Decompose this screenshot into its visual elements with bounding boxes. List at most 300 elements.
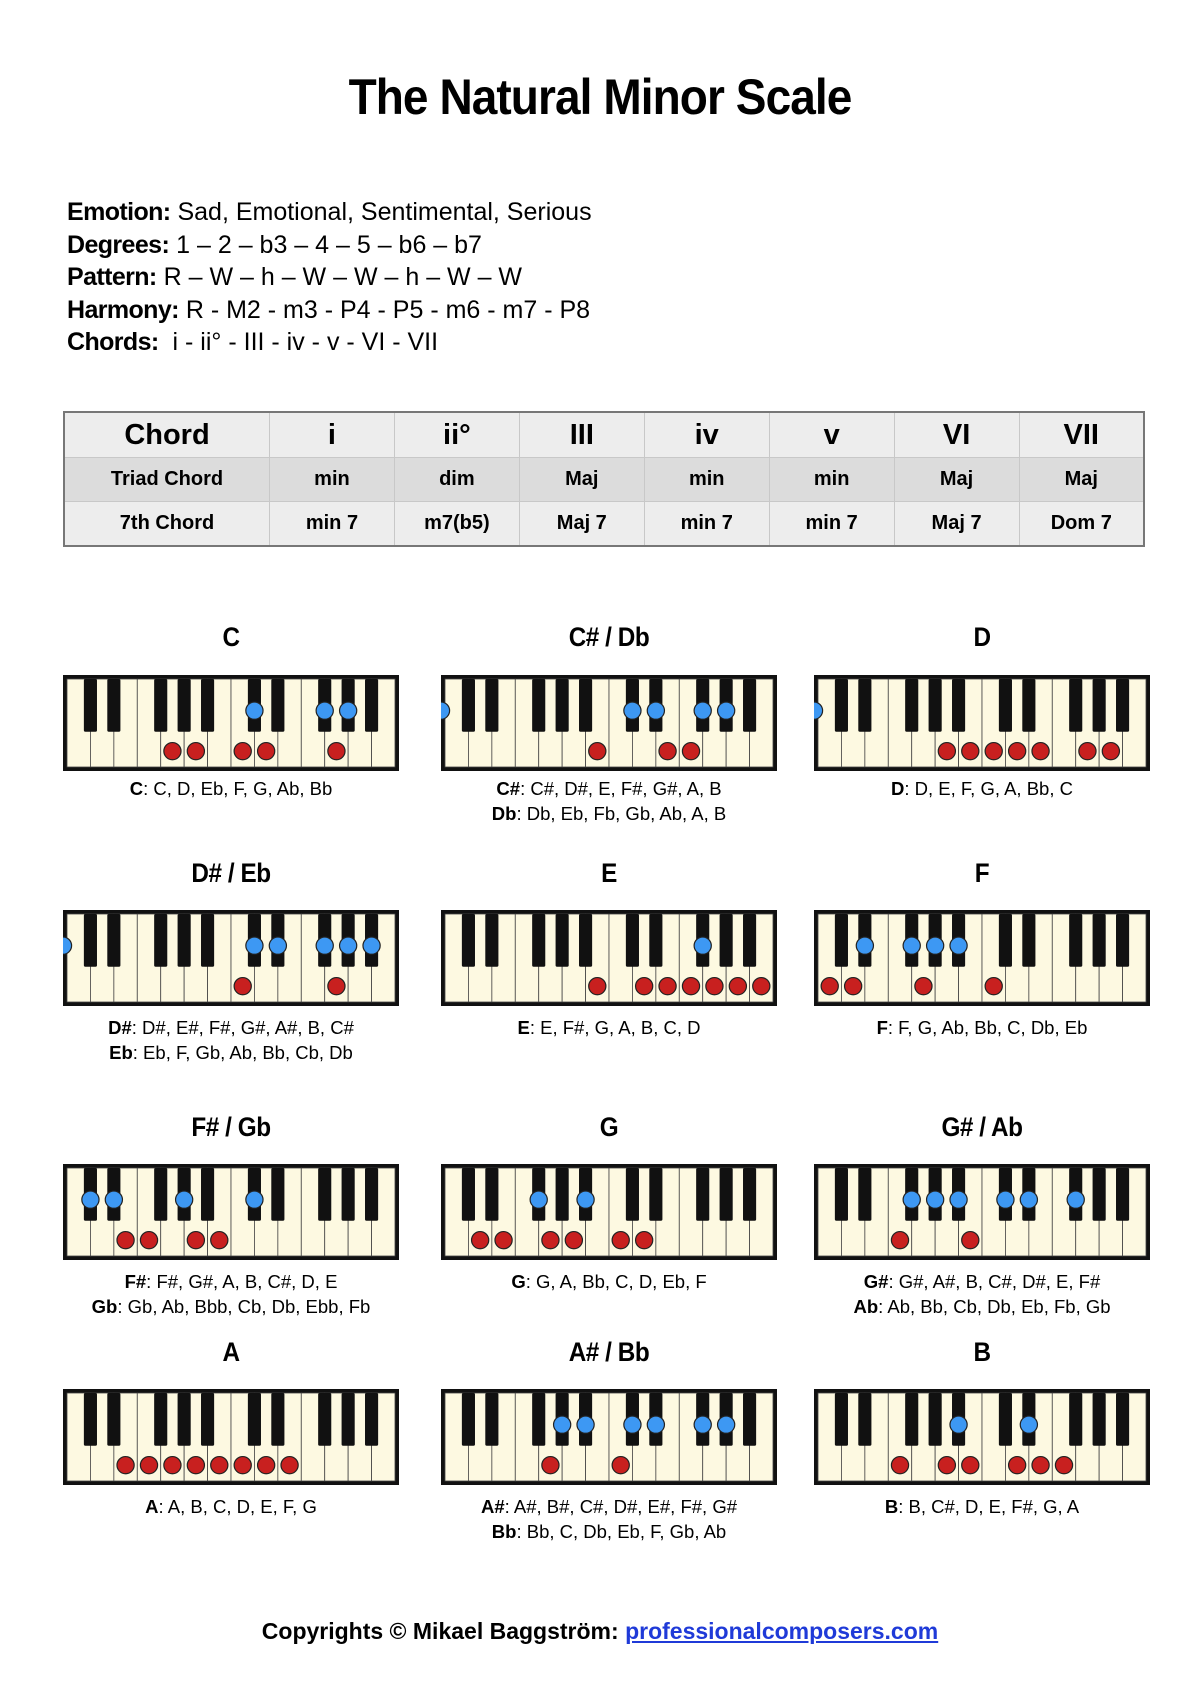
scale-note-marker-black [647,1416,664,1433]
keyboard-title: C# / Db [568,622,650,652]
scale-note-marker-black [316,702,333,719]
scale-note-marker-white [187,1232,204,1249]
black-key [462,679,475,732]
black-key [271,679,284,732]
scale-note-marker-white [495,1232,512,1249]
info-pattern: Pattern: R – W – h – W – W – h – W – W [67,263,523,291]
scale-note-marker-white [659,978,676,995]
scale-key-name: Gb [91,1296,118,1317]
scale-notes-line [63,1269,399,1294]
scale-note-marker-white [985,743,1002,760]
black-key [1116,679,1129,732]
scale-note-marker-white [706,978,723,995]
chord-table [63,411,1145,547]
scale-note-marker-white [682,978,699,995]
scale-note-marker-white [140,1457,157,1474]
black-key [271,1393,284,1446]
scale-notes-line [814,1269,1150,1294]
black-key [743,679,756,732]
scale-note-marker-white [140,1232,157,1249]
table-cell: m7(b5) [394,502,519,547]
table-cell: i [270,412,395,458]
scale-notes-line [814,1294,1150,1319]
scale-note-marker-black [718,702,735,719]
scale-note-marker-white [612,1232,629,1249]
scale-note-marker-black [950,1416,967,1433]
keyboard-title: G# / Ab [941,1112,1023,1142]
table-cell: ii° [394,412,519,458]
scale-note-list: : Ab, Bb, Cb, Db, Eb, Fb, Gb [878,1296,1111,1317]
scale-key-name: F# [124,1271,147,1292]
scale-notes-line [441,776,777,801]
black-key [1069,1393,1082,1446]
piano-keyboard [814,1164,1150,1260]
black-key [1022,679,1035,732]
piano-keyboard [63,1389,399,1485]
black-key [1093,679,1106,732]
scale-note-marker-black [927,937,944,954]
scale-note-marker-black [82,1191,99,1208]
table-cell: Chord [64,412,270,458]
scale-note-marker-black [363,937,380,954]
black-key [342,1168,355,1221]
black-key [201,914,214,967]
scale-notes [814,776,1150,801]
chord-table-triad-row [64,458,1144,502]
black-key [178,1393,191,1446]
black-key [720,914,733,967]
black-key [835,1168,848,1221]
scale-note-marker-white [682,743,699,760]
black-key [462,914,475,967]
black-key [485,914,498,967]
black-key [952,679,965,732]
piano-keyboard [441,1389,777,1485]
keyboard-title: C [222,622,240,652]
scale-key-name: Ab [853,1296,879,1317]
black-key [999,914,1012,967]
black-key [649,914,662,967]
scale-note-marker-black [105,1191,122,1208]
scale-notes [63,1494,399,1519]
scale-note-marker-white [1009,743,1026,760]
scale-notes-line [441,1015,777,1040]
black-key [1093,1168,1106,1221]
keyboard-title: D# / Eb [191,858,271,888]
scale-note-marker-white [281,1457,298,1474]
scale-notes-line [441,1519,777,1544]
footer-copyright: Copyrights © Mikael Baggström: professionalcomposers.com [261,1618,939,1644]
scale-note-list: : C, D, Eb, F, G, Ab, Bb [143,778,333,799]
table-cell: Maj 7 [519,502,644,547]
black-key [556,679,569,732]
scale-notes [63,1015,399,1065]
black-key [626,1168,639,1221]
scale-notes-line [441,1494,777,1519]
black-key [318,1168,331,1221]
black-key [365,1393,378,1446]
black-key [107,679,120,732]
scale-key-name: Bb [491,1521,517,1542]
scale-key-name: C [129,778,144,799]
scale-note-marker-white [117,1232,134,1249]
website-link[interactable]: professionalcomposers.com [625,1618,939,1644]
scale-note-marker-black [577,1191,594,1208]
table-cell: min [769,458,894,502]
black-key [107,914,120,967]
scale-notes [441,1269,777,1294]
scale-key-name: D# [108,1017,132,1038]
scale-note-marker-white [753,978,770,995]
scale-note-marker-black [246,702,263,719]
black-key [626,914,639,967]
black-key [1116,914,1129,967]
black-key [485,679,498,732]
scale-notes [63,1269,399,1319]
info-emotion: Emotion: Sad, Emotional, Sentimental, Serious [67,198,592,226]
black-key [178,679,191,732]
black-key [905,1393,918,1446]
black-key [178,914,191,967]
black-key [1069,914,1082,967]
scale-note-marker-white [659,743,676,760]
chord-table-header-row [64,412,1144,458]
scale-note-marker-white [729,978,746,995]
black-key [154,914,167,967]
scale-note-list: : Bb, C, Db, Eb, F, Gb, Ab [516,1521,727,1542]
scale-note-marker-white [938,743,955,760]
scale-key-name: C# [496,778,521,799]
scale-note-list: : Gb, Ab, Bbb, Cb, Db, Ebb, Fb [117,1296,371,1317]
scale-note-marker-white [1032,743,1049,760]
keyboard-title: A# / Bb [568,1337,650,1367]
black-key [556,914,569,967]
chord-table-seventh-row [64,502,1144,547]
keyboard-title: A [222,1337,240,1367]
scale-note-marker-black [950,1191,967,1208]
keyboard-title: E [601,858,617,888]
black-key [858,679,871,732]
scale-note-marker-white [234,1457,251,1474]
keyboard-title: B [973,1337,991,1367]
keyboard-title: F# / Gb [191,1112,271,1142]
scale-note-marker-black [269,937,286,954]
table-cell: Maj [1019,458,1144,502]
table-cell: VII [1019,412,1144,458]
scale-note-marker-black [246,937,263,954]
black-key [462,1393,475,1446]
black-key [84,914,97,967]
scale-note-list: : A#, B#, C#, D#, E#, F#, G# [504,1496,738,1517]
scale-note-list: : Db, Eb, Fb, Gb, Ab, A, B [516,803,727,824]
scale-note-marker-white [1055,1457,1072,1474]
black-key [1116,1168,1129,1221]
scale-note-list: : C#, D#, E, F#, G#, A, B [520,778,722,799]
piano-keyboard [814,675,1150,771]
info-harmony: Harmony: R - M2 - m3 - P4 - P5 - m6 - m7 - P8 [67,295,591,324]
table-cell: dim [394,458,519,502]
scale-note-marker-black [624,1416,641,1433]
scale-notes [441,1494,777,1544]
scale-note-marker-white [962,1457,979,1474]
black-key [1116,1393,1129,1446]
scale-key-name: A# [480,1496,505,1517]
piano-keyboard [63,1164,399,1260]
scale-notes-line [814,776,1150,801]
black-key [743,914,756,967]
scale-note-marker-black [718,1416,735,1433]
black-key [532,679,545,732]
scale-note-marker-white [589,743,606,760]
scale-note-marker-black [1020,1191,1037,1208]
piano-keyboard [63,675,399,771]
scale-note-marker-black [927,1191,944,1208]
table-cell: Maj [894,458,1019,502]
scale-note-marker-white [164,743,181,760]
scale-note-marker-black [997,1191,1014,1208]
scale-note-marker-black [856,937,873,954]
scale-note-marker-black [950,937,967,954]
scale-notes [441,776,777,826]
piano-keyboard [441,910,777,1006]
black-key [579,914,592,967]
black-key [835,1393,848,1446]
page-title: The Natural Minor Scale [348,69,852,125]
black-key [342,1393,355,1446]
scale-note-marker-black [246,1191,263,1208]
scale-key-name: B [884,1496,899,1517]
black-key [835,914,848,967]
black-key [485,1393,498,1446]
scale-note-marker-black [903,937,920,954]
scale-notes-line [63,1015,399,1040]
black-key [929,1393,942,1446]
table-cell: v [769,412,894,458]
table-cell: III [519,412,644,458]
scale-note-list: : Eb, F, Gb, Ab, Bb, Cb, Db [132,1042,353,1063]
scale-note-marker-black [1067,1191,1084,1208]
scale-note-marker-black [624,702,641,719]
scale-note-marker-white [187,743,204,760]
scale-note-marker-black [903,1191,920,1208]
keyboard-title: F [974,858,990,888]
scale-notes-line [814,1494,1150,1519]
scale-note-marker-white [962,1232,979,1249]
black-key [485,1168,498,1221]
scale-notes [814,1494,1150,1519]
table-cell: min 7 [644,502,769,547]
black-key [271,1168,284,1221]
scale-note-marker-black [694,937,711,954]
scale-note-marker-white [891,1457,908,1474]
scale-note-marker-white [636,1232,653,1249]
scale-key-name: G [511,1271,526,1292]
scale-notes-line [63,1040,399,1065]
scale-notes-line [441,1269,777,1294]
scale-note-marker-black [554,1416,571,1433]
scale-note-marker-white [589,978,606,995]
black-key [318,1393,331,1446]
scale-note-marker-white [211,1457,228,1474]
scale-key-name: Eb [109,1042,133,1063]
black-key [201,1168,214,1221]
black-key [532,1393,545,1446]
table-cell: Maj [519,458,644,502]
scale-note-marker-white [328,978,345,995]
table-cell: min [644,458,769,502]
black-key [1069,679,1082,732]
scale-note-list: : G#, A#, B, C#, D#, E, F# [888,1271,1101,1292]
black-key [1093,914,1106,967]
scale-note-marker-white [187,1457,204,1474]
piano-keyboard [63,910,399,1006]
scale-note-marker-white [1009,1457,1026,1474]
black-key [84,1393,97,1446]
scale-note-marker-white [1079,743,1096,760]
table-cell: iv [644,412,769,458]
black-key [462,1168,475,1221]
black-key [365,679,378,732]
scale-note-marker-white [1102,743,1119,760]
black-key [929,679,942,732]
scale-notes-line [814,1015,1150,1040]
scale-note-marker-white [1032,1457,1049,1474]
scale-note-marker-black [340,937,357,954]
black-key [579,679,592,732]
scale-notes-line [63,776,399,801]
scale-note-list: : D#, E#, F#, G#, A#, B, C# [131,1017,354,1038]
black-key [365,1168,378,1221]
scale-notes [63,776,399,801]
black-key [248,1393,261,1446]
scale-notes [814,1269,1150,1319]
scale-note-marker-white [962,743,979,760]
piano-keyboard [441,1164,777,1260]
scale-notes-line [63,1294,399,1319]
scale-note-marker-black [577,1416,594,1433]
black-key [720,1168,733,1221]
black-key [532,914,545,967]
scale-note-list: : D, E, F, G, A, Bb, C [904,778,1073,799]
scale-note-marker-white [542,1232,559,1249]
scale-note-marker-white [891,1232,908,1249]
scale-note-marker-white [821,978,838,995]
scale-note-marker-black [694,702,711,719]
scale-note-marker-white [258,1457,275,1474]
scale-note-marker-white [234,978,251,995]
black-key [999,679,1012,732]
scale-note-marker-black [694,1416,711,1433]
black-key [107,1393,120,1446]
scale-note-marker-white [985,978,1002,995]
scale-note-marker-white [472,1232,489,1249]
keyboard-title: G [599,1112,619,1142]
black-key [696,1168,709,1221]
scale-note-marker-white [938,1457,955,1474]
black-key [84,679,97,732]
table-cell: VI [894,412,1019,458]
scale-note-list: : G, A, Bb, C, D, Eb, F [525,1271,707,1292]
scale-key-name: Db [491,803,517,824]
scale-note-marker-black [316,937,333,954]
black-key [201,1393,214,1446]
scale-note-marker-white [258,743,275,760]
scale-note-marker-white [636,978,653,995]
black-key [858,1393,871,1446]
scale-info [67,196,592,359]
scale-note-marker-white [234,743,251,760]
scale-note-marker-black [530,1191,547,1208]
scale-note-marker-black [1020,1416,1037,1433]
black-key [743,1168,756,1221]
scale-note-marker-white [612,1457,629,1474]
black-key [154,1393,167,1446]
table-cell: 7th Chord [64,502,270,547]
table-cell: Dom 7 [1019,502,1144,547]
black-key [743,1393,756,1446]
table-cell: min 7 [769,502,894,547]
black-key [905,679,918,732]
scale-note-marker-white [542,1457,559,1474]
scale-note-list: : A, B, C, D, E, F, G [158,1496,317,1517]
table-cell: min [270,458,395,502]
table-cell: Maj 7 [894,502,1019,547]
piano-keyboard [814,1389,1150,1485]
black-key [1093,1393,1106,1446]
scale-note-marker-white [328,743,345,760]
scale-notes-line [63,1494,399,1519]
scale-note-list: : F#, G#, A, B, C#, D, E [146,1271,338,1292]
keyboard-title: D [973,622,991,652]
black-key [649,1168,662,1221]
scale-notes [441,1015,777,1040]
scale-note-marker-white [565,1232,582,1249]
scale-key-name: E [517,1017,530,1038]
scale-note-list: : B, C#, D, E, F#, G, A [898,1496,1080,1517]
black-key [201,679,214,732]
scale-note-list: : F, G, Ab, Bb, C, Db, Eb [887,1017,1088,1038]
black-key [1022,914,1035,967]
piano-keyboard [814,910,1150,1006]
scale-key-name: G# [863,1271,889,1292]
scale-note-marker-black [647,702,664,719]
scale-notes-line [441,801,777,826]
table-cell: Triad Chord [64,458,270,502]
scale-key-name: A [145,1496,159,1517]
scale-note-marker-white [211,1232,228,1249]
scale-note-marker-black [176,1191,193,1208]
info-chords: Chords: i - ii° - III - iv - v - VI - VII [67,328,439,356]
black-key [556,1168,569,1221]
scale-notes [814,1015,1150,1040]
black-key [154,1168,167,1221]
scale-key-name: D [891,778,905,799]
scale-note-marker-white [164,1457,181,1474]
black-key [154,679,167,732]
black-key [999,1393,1012,1446]
scale-note-marker-white [845,978,862,995]
scale-note-marker-white [915,978,932,995]
black-key [858,1168,871,1221]
table-cell: min 7 [270,502,395,547]
info-degrees: Degrees: 1 – 2 – b3 – 4 – 5 – b6 – b7 [67,230,482,259]
scale-note-marker-black [340,702,357,719]
scale-key-name: F [876,1017,888,1038]
scale-note-list: : E, F#, G, A, B, C, D [529,1017,701,1038]
piano-keyboard [441,675,777,771]
scale-note-marker-white [117,1457,134,1474]
black-key [835,679,848,732]
